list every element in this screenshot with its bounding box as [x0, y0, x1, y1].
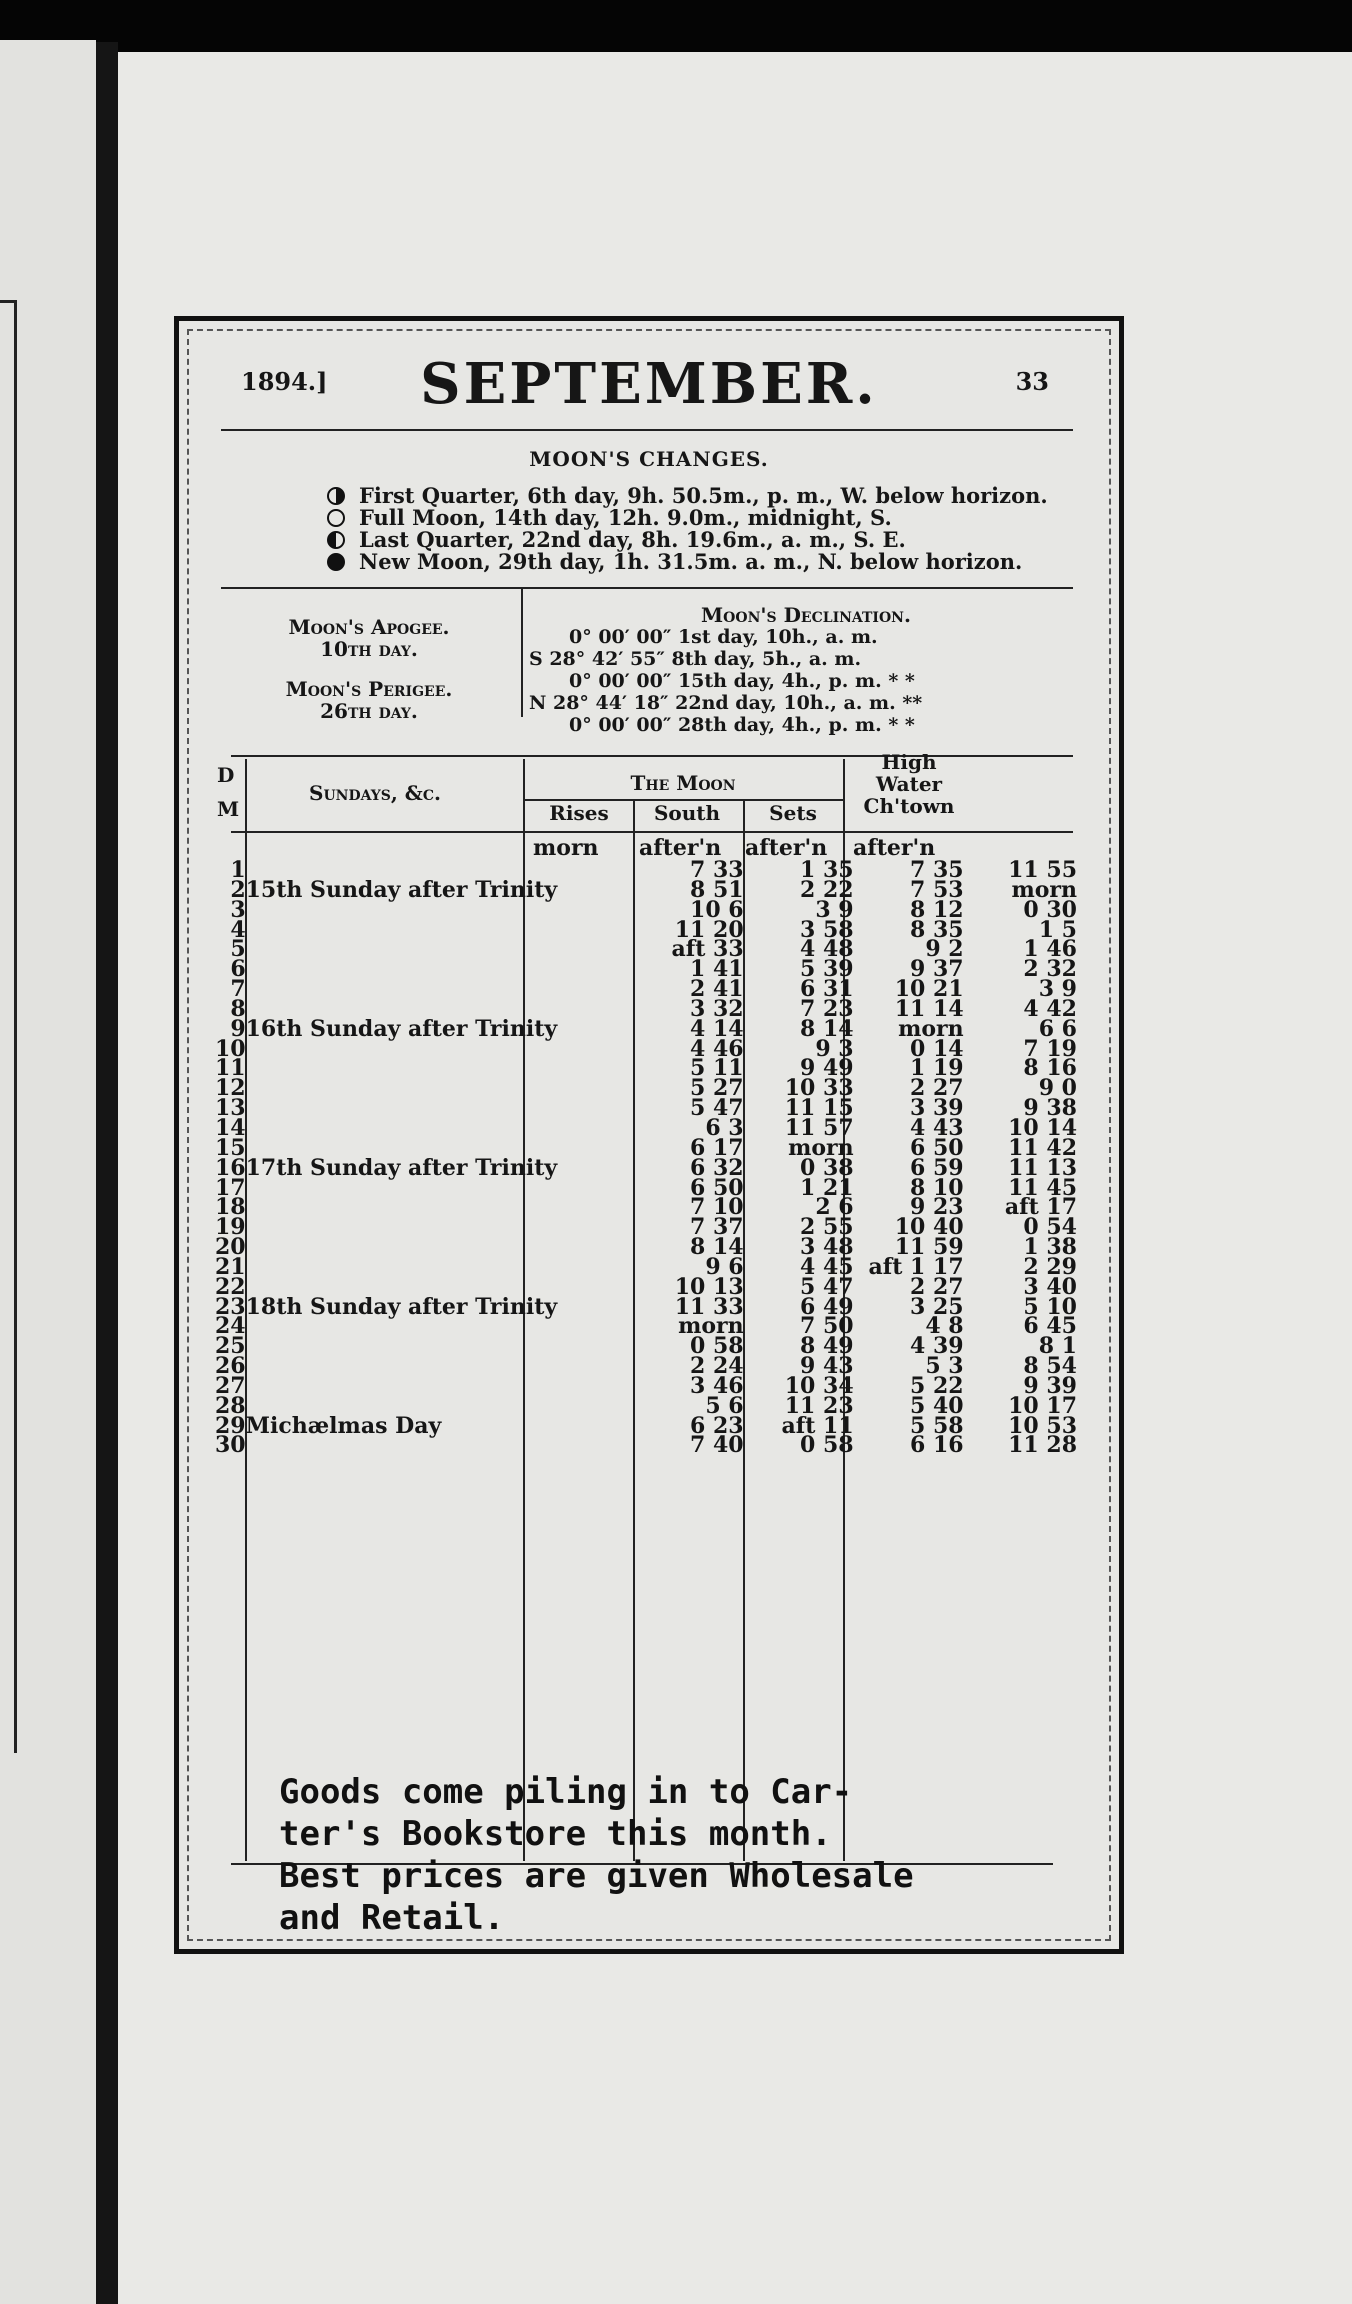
- moon-rises-cell: 5 27: [690, 1075, 744, 1102]
- apogee-day: 10th day.: [320, 637, 418, 661]
- moon-sets-cell: 3 25: [910, 1293, 964, 1320]
- high-water-cell: 0 54: [1023, 1214, 1077, 1241]
- advert-line: Best prices are given Wholesale: [279, 1856, 914, 1896]
- high-water-cell: 11 42: [1008, 1134, 1077, 1161]
- sunday-name-cell: 17th Sunday after Trinity: [245, 1154, 558, 1181]
- moon-sets-cell: 6 16: [910, 1432, 964, 1459]
- moon-sets-cell: 9 37: [910, 956, 964, 983]
- moon-south-cell: 8 49: [800, 1333, 854, 1360]
- moon-rises-cell: 10 6: [690, 896, 744, 923]
- moon-south-cell: 2 55: [800, 1214, 854, 1241]
- col-header-south: South: [653, 801, 721, 825]
- moon-south-cell: 5 39: [800, 956, 854, 983]
- sunday-name-cell: [246, 940, 636, 960]
- sunday-name-cell: Michælmas Day: [245, 1412, 442, 1439]
- day-number-cell: 4: [230, 916, 246, 943]
- moon-rises-cell: 2 24: [690, 1353, 744, 1380]
- moon-south-cell: 1 21: [800, 1174, 854, 1201]
- moon-rises-cell: 4 14: [690, 1015, 744, 1042]
- moon-sets-cell: 7 35: [910, 857, 964, 883]
- moon-south-cell: 11 15: [784, 1095, 854, 1122]
- day-number-cell: 3: [230, 896, 246, 923]
- subheader-sets: after'n: [745, 835, 828, 861]
- header-rule: [221, 429, 1073, 431]
- moon-sets-cell: 6 50: [910, 1134, 964, 1161]
- moon-rises-cell: 6 32: [690, 1154, 744, 1181]
- declination-line: 0° 00′ 00″ 28th day, 4h., p. m. * *: [569, 714, 915, 736]
- high-water-cell: 9 0: [1038, 1075, 1077, 1102]
- header-year: 1894.]: [241, 367, 328, 396]
- high-water-cell: 1 38: [1023, 1234, 1077, 1261]
- day-number-cell: 19: [215, 1214, 246, 1241]
- day-number-cell: 16: [215, 1154, 246, 1181]
- sunday-name-cell: [246, 1079, 636, 1099]
- moon-rises-cell: 3 46: [690, 1372, 744, 1399]
- sunday-name-cell: [246, 1198, 636, 1218]
- day-number-cell: 14: [215, 1114, 246, 1141]
- day-number-cell: 25: [215, 1333, 246, 1360]
- moon-rises-cell: 11 33: [674, 1293, 744, 1320]
- moon-south-cell: 10 34: [784, 1372, 854, 1399]
- moon-sets-cell: 4 39: [910, 1333, 964, 1360]
- day-number-cell: 5: [230, 936, 246, 963]
- moon-south-cell: 9 43: [800, 1353, 854, 1380]
- subheader-rises: morn: [533, 835, 599, 861]
- sunday-name-cell: [246, 980, 636, 1000]
- page-number: 33: [1015, 367, 1049, 396]
- moon-south-cell: 9 49: [800, 1055, 854, 1082]
- moon-sets-cell: morn: [898, 1015, 964, 1042]
- moon-south-cell: 0 58: [800, 1432, 854, 1459]
- day-number-cell: 28: [215, 1392, 246, 1419]
- moon-sets-cell: 0 14: [910, 1035, 964, 1062]
- moon-rises-cell: 5 11: [690, 1055, 744, 1082]
- moon-sets-cell: 5 40: [910, 1392, 964, 1419]
- moon-sets-cell: 4 43: [910, 1114, 964, 1141]
- month-title: SEPTEMBER.: [420, 351, 878, 417]
- high-water-cell: 11 55: [1008, 857, 1077, 883]
- moon-rises-cell: 0 58: [690, 1333, 744, 1360]
- sunday-name-cell: [246, 1258, 636, 1278]
- moon-south-cell: 10 33: [784, 1075, 854, 1102]
- high-water-cell: 8 1: [1038, 1333, 1077, 1360]
- sunday-name-cell: [246, 1179, 636, 1199]
- high-water-cell: 2 29: [1023, 1253, 1077, 1280]
- moon-sets-cell: 2 27: [910, 1273, 964, 1300]
- apogee-label: Moon's Apogee.: [288, 615, 450, 639]
- moon-rises-cell: 6 17: [690, 1134, 744, 1161]
- day-number-cell: 13: [215, 1095, 246, 1122]
- moon-rises-cell: 7 33: [690, 857, 744, 883]
- declination-line: 0° 00′ 00″ 1st day, 10h., a. m.: [569, 626, 878, 648]
- table-header-rule: [231, 831, 1073, 833]
- day-number-cell: 9: [230, 1015, 246, 1042]
- scan-top-edge: [0, 0, 1352, 58]
- subheader-south: after'n: [639, 835, 722, 861]
- moon-sets-cell: 9 23: [910, 1194, 964, 1221]
- sunday-name-cell: [246, 1218, 636, 1238]
- subheader-high-water: after'n: [853, 835, 936, 861]
- high-water-cell: 1 5: [1038, 916, 1077, 943]
- facing-page-rule: [0, 300, 17, 1753]
- sunday-name-cell: [246, 1377, 636, 1397]
- perigee-day: 26th day.: [320, 699, 418, 723]
- day-number-cell: 1: [230, 857, 246, 883]
- day-number-cell: 17: [215, 1174, 246, 1201]
- bookstore-advert: [279, 1771, 914, 1939]
- day-number-cell: 8: [230, 995, 246, 1022]
- moon-sets-cell: 4 8: [925, 1313, 964, 1340]
- day-number-cell: 18: [215, 1194, 246, 1221]
- facing-page-edge: [0, 40, 96, 2304]
- moon-south-cell: 9 3: [815, 1035, 854, 1062]
- sunday-name-cell: [246, 1238, 636, 1258]
- high-water-cell: 11 28: [1008, 1432, 1077, 1459]
- moon-sets-cell: 10 21: [894, 976, 964, 1003]
- moon-phase-text: Last Quarter, 22nd day, 8h. 19.6m., a. m., S. E.: [359, 527, 906, 552]
- moon-south-cell: 7 50: [800, 1313, 854, 1340]
- high-water-cell: 8 16: [1023, 1055, 1077, 1082]
- moon-sets-cell: 10 40: [894, 1214, 964, 1241]
- moon-sets-cell: 8 35: [910, 916, 964, 943]
- book-spine: [96, 42, 118, 2304]
- high-water-cell: 5 10: [1023, 1293, 1077, 1320]
- day-number-cell: 30: [215, 1432, 246, 1459]
- phases-rule: [221, 587, 1073, 589]
- moon-south-cell: 1 35: [800, 857, 854, 883]
- calendar-frame: [174, 316, 1124, 1954]
- calendar-table: [215, 857, 1077, 1459]
- moon-south-cell: 5 47: [800, 1273, 854, 1300]
- moon-rises-cell: 7 10: [690, 1194, 744, 1221]
- day-number-cell: 12: [215, 1075, 246, 1102]
- sunday-name-cell: [246, 1357, 636, 1377]
- high-water-cell: 11 13: [1008, 1154, 1077, 1181]
- advert-line: Goods come piling in to Car-: [279, 1772, 853, 1812]
- col-header-m: M: [217, 797, 240, 821]
- high-water-cell: aft 17: [1004, 1194, 1077, 1221]
- moon-phase-new: [327, 549, 1022, 574]
- day-number-cell: 20: [215, 1234, 246, 1261]
- high-water-cell: 1 46: [1023, 936, 1077, 963]
- moon-rises-cell: 8 51: [690, 876, 744, 903]
- high-water-cell: 6 45: [1023, 1313, 1077, 1340]
- day-number-cell: 26: [215, 1353, 246, 1380]
- sunday-name-cell: 15th Sunday after Trinity: [245, 876, 558, 903]
- col-header-the-moon: The Moon: [630, 771, 736, 795]
- moon-sets-cell: 8 10: [910, 1174, 964, 1201]
- high-water-cell: 4 42: [1023, 995, 1077, 1022]
- moon-sets-cell: 2 27: [910, 1075, 964, 1102]
- high-water-cell: 10 14: [1008, 1114, 1077, 1141]
- moon-south-cell: 11 23: [784, 1392, 854, 1419]
- moon-south-cell: 6 31: [800, 976, 854, 1003]
- moon-south-cell: 0 38: [800, 1154, 854, 1181]
- high-water-cell: 10 17: [1008, 1392, 1077, 1419]
- moon-sets-cell: 5 58: [910, 1412, 964, 1439]
- table-row: [215, 1436, 1077, 1456]
- moon-south-cell: 11 57: [784, 1114, 854, 1141]
- moon-sets-cell: 3 39: [910, 1095, 964, 1122]
- day-number-cell: 10: [215, 1035, 246, 1062]
- moon-rises-cell: 4 46: [690, 1035, 744, 1062]
- moon-sets-cell: 5 3: [925, 1353, 964, 1380]
- advert-line: ter's Bookstore this month.: [279, 1814, 832, 1854]
- moon-rises-cell: 8 14: [690, 1234, 744, 1261]
- moon-south-cell: 4 45: [800, 1253, 854, 1280]
- moon-south-cell: 6 49: [800, 1293, 854, 1320]
- day-number-cell: 6: [230, 956, 246, 983]
- moon-changes-title: MOON'S CHANGES.: [529, 447, 769, 471]
- high-water-cell: 2 32: [1023, 956, 1077, 983]
- moon-rises-cell: 11 20: [674, 916, 744, 943]
- moon-phase-text: New Moon, 29th day, 1h. 31.5m. a. m., N. below horizon.: [359, 549, 1023, 574]
- moon-rises-cell: 3 32: [690, 995, 744, 1022]
- moon-rises-cell: aft 33: [671, 936, 744, 963]
- sunday-name-cell: [246, 1099, 636, 1119]
- moon-sets-cell: 1 19: [910, 1055, 964, 1082]
- perigee-label: Moon's Perigee.: [285, 677, 453, 701]
- moon-rises-cell: 6 50: [690, 1174, 744, 1201]
- moon-sets-cell: aft 1 17: [868, 1253, 964, 1280]
- col-header-rises: Rises: [549, 801, 609, 825]
- declination-line: N 28° 44′ 18″ 22nd day, 10h., a. m. **: [529, 692, 923, 714]
- high-water-cell: 3 9: [1038, 976, 1077, 1003]
- moon-rises-cell: 7 37: [690, 1214, 744, 1241]
- moon-rises-cell: morn: [678, 1313, 744, 1340]
- moon-south-cell: morn: [788, 1134, 854, 1161]
- day-number-cell: 2: [230, 876, 246, 903]
- day-number-cell: 15: [215, 1134, 246, 1161]
- high-water-cell: morn: [1011, 876, 1077, 903]
- high-water-cell: 6 6: [1038, 1015, 1077, 1042]
- moon-south-cell: 2 6: [815, 1194, 854, 1221]
- moon-rises-cell: 5 6: [705, 1392, 744, 1419]
- col-header-high-water: High Water Ch'town: [863, 750, 955, 818]
- day-number-cell: 29: [215, 1412, 246, 1439]
- sunday-name-cell: [246, 1436, 636, 1456]
- high-water-cell: 9 38: [1023, 1095, 1077, 1122]
- col-header-sundays: Sundays, &c.: [309, 781, 441, 805]
- day-number-cell: 22: [215, 1273, 246, 1300]
- advert-line: and Retail.: [279, 1898, 505, 1938]
- calendar-inner-border: [187, 329, 1111, 1941]
- day-number-cell: 24: [215, 1313, 246, 1340]
- moon-south-cell: 3 9: [815, 896, 854, 923]
- sunday-name-cell: [246, 1337, 636, 1357]
- col-header-sets: Sets: [769, 801, 817, 825]
- sunday-name-cell: [246, 901, 636, 921]
- sunday-name-cell: [246, 1059, 636, 1079]
- declination-divider: [521, 589, 523, 717]
- moon-phase-text: Full Moon, 14th day, 12h. 9.0m., midnight, S.: [359, 505, 892, 530]
- moon-south-cell: aft 11: [781, 1412, 854, 1439]
- first-quarter-icon: [327, 487, 345, 505]
- moon-sets-cell: 6 59: [910, 1154, 964, 1181]
- declination-label: Moon's Declination.: [701, 603, 911, 627]
- full-moon-icon: [327, 509, 345, 527]
- high-water-cell: 11 45: [1008, 1174, 1077, 1201]
- day-number-cell: 21: [215, 1253, 246, 1280]
- sunday-name-cell: 18th Sunday after Trinity: [245, 1293, 558, 1320]
- high-water-cell: 9 39: [1023, 1372, 1077, 1399]
- sunday-name-cell: 16th Sunday after Trinity: [245, 1015, 558, 1042]
- high-water-cell: 0 30: [1023, 896, 1077, 923]
- moon-rises-cell: 1 41: [690, 956, 744, 983]
- sunday-name-cell: [246, 1119, 636, 1139]
- moon-rises-cell: 2 41: [690, 976, 744, 1003]
- day-number-cell: 7: [230, 976, 246, 1003]
- moon-sets-cell: 11 14: [894, 995, 964, 1022]
- moon-phase-text: First Quarter, 6th day, 9h. 50.5m., p. m., W. below horizon.: [359, 483, 1048, 508]
- high-water-cell: 8 54: [1023, 1353, 1077, 1380]
- day-number-cell: 27: [215, 1372, 246, 1399]
- moon-sets-cell: 8 12: [910, 896, 964, 923]
- new-moon-icon: [327, 553, 345, 571]
- moon-south-cell: 3 48: [800, 1234, 854, 1261]
- declination-line: S 28° 42′ 55″ 8th day, 5h., a. m.: [529, 648, 862, 670]
- sunday-name-cell: [246, 921, 636, 941]
- last-quarter-icon: [327, 531, 345, 549]
- high-water-cell: 7 19: [1023, 1035, 1077, 1062]
- moon-sets-cell: 9 2: [925, 936, 964, 963]
- moon-south-cell: 4 48: [800, 936, 854, 963]
- sunday-name-cell: [246, 960, 636, 980]
- moon-rises-cell: 10 13: [674, 1273, 744, 1300]
- moon-sets-cell: 11 59: [894, 1234, 964, 1261]
- moon-south-cell: 2 22: [800, 876, 854, 903]
- moon-south-cell: 3 58: [800, 916, 854, 943]
- moon-sets-cell: 7 53: [910, 876, 964, 903]
- col-header-d: D: [217, 763, 235, 787]
- sunday-name-cell: [246, 1317, 636, 1337]
- moon-rises-cell: 9 6: [705, 1253, 744, 1280]
- day-number-cell: 23: [215, 1293, 246, 1320]
- high-water-cell: 10 53: [1008, 1412, 1077, 1439]
- moon-south-cell: 8 14: [800, 1015, 854, 1042]
- moon-rises-cell: 6 23: [690, 1412, 744, 1439]
- moon-rises-cell: 6 3: [705, 1114, 744, 1141]
- moon-sets-cell: 5 22: [910, 1372, 964, 1399]
- sunday-name-cell: [246, 1040, 636, 1060]
- moon-rises-cell: 7 40: [690, 1432, 744, 1459]
- day-number-cell: 11: [215, 1055, 246, 1082]
- moon-south-cell: 7 23: [800, 995, 854, 1022]
- declination-line: 0° 00′ 00″ 15th day, 4h., p. m. * *: [569, 670, 915, 692]
- high-water-cell: 3 40: [1023, 1273, 1077, 1300]
- moon-rises-cell: 5 47: [690, 1095, 744, 1122]
